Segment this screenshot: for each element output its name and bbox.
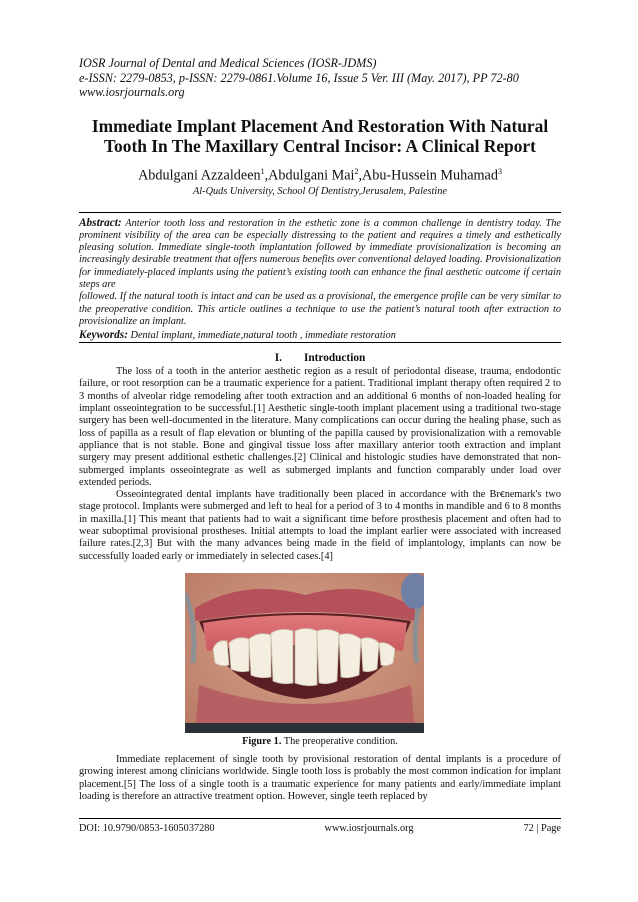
page-footer <box>79 818 561 834</box>
journal-name: IOSR Journal of Dental and Medical Sciences (IOSR-JDMS) <box>79 56 377 70</box>
page-content <box>79 56 561 563</box>
section-heading <box>79 352 561 364</box>
footer-website[interactable]: www.iosrjournals.org <box>324 823 414 834</box>
footer-page-number: 72 | Page <box>523 823 561 834</box>
authors <box>79 167 561 185</box>
affiliation: Al-Quds University, School Of Dentistry,Jerusalem, Palestine <box>193 185 447 197</box>
author-3: ,Abu-Hussein Muhamad <box>358 167 498 184</box>
keywords-label: Keywords: <box>79 329 128 342</box>
keywords-bottom-rule <box>79 342 561 343</box>
journal-issn: e-ISSN: 2279-0853, p-ISSN: 2279-0861.Volume 16, Issue 5 Ver. III (May. 2017), PP 72-80 <box>79 70 519 85</box>
abstract <box>79 217 561 329</box>
figure-1-label: Figure 1. <box>242 736 282 747</box>
author-1: Abdulgani Azzaldeen <box>138 167 261 184</box>
keywords <box>79 329 561 341</box>
figure-1-caption-text: The preoperative condition. <box>281 736 398 747</box>
abstract-text-1: Anterior tooth loss and restoration in the esthetic zone is a common challenge in dentistry today. The prominent visibility of the area can be especially distressing to the patient and requires a timely and esthetically pleasing solution. Immediate single-tooth implantation followed by immediate provisionalization is becoming an increasingly desirable treatment that offers numerous benefits over conventional delayed loading. Provisionalization for immediately-placed implants using the patient’s existing tooth can enhance the final aesthetic outcome if certain steps are <box>79 217 561 290</box>
title-line-1: Immediate Implant Placement And Restoration With Natural <box>91 115 549 136</box>
figure-1-caption <box>79 736 561 747</box>
footer-doi: DOI: 10.9790/0853-1605037280 <box>79 823 215 834</box>
journal-website[interactable]: www.iosrjournals.org <box>79 85 185 100</box>
body-paragraph-2: Osseointegrated dental implants have traditionally been placed in accordance with the Brꞓnemark's two stage protocol. Implants were submerged and left to heal for a period of 3 to 4 months in mandible and 6 to 8 months in maxilla.[1] This meant that patients had to wait a significant time before prosthesis placement and often had to wear suboptimal provisional prostheses. Initial attempts to load the implant earlier were associated with increased failure rates.[2,3] But with the many advances being made in the field of implantology, implants can now be successfully loaded early or immediately in selected cases.[4] <box>79 489 561 562</box>
author-2: ,Abdulgani Mai <box>264 167 355 184</box>
smile-photo-image <box>185 573 424 733</box>
section-title: Introduction <box>303 352 366 365</box>
keywords-text: Dental implant, immediate,natural tooth , immediate restoration <box>127 330 396 342</box>
author-3-affil: 3 <box>497 166 502 176</box>
author-2-affil: 2 <box>354 166 359 176</box>
section-number: I. <box>274 352 282 365</box>
abstract-top-rule <box>79 212 561 213</box>
author-1-affil: 1 <box>260 166 265 176</box>
body-paragraph-3: Immediate replacement of single tooth by provisional restoration of dental implants is a procedure of growing interest among clinicians worldwide. Single tooth loss is probably the most common indication for implant placement.[5] The loss of a single tooth is a traumatic experience for many patients and early/immediate implant loading is therefore an attractive treatment option. However, single teeth replaced by <box>79 754 561 802</box>
abstract-text-2: followed. If the natural tooth is intact and can be used as a provisional, the emergence profile can be very similar to the preoperative condition. This article outlines a technique to use the patient’s natural tooth after extraction to provisionalize an implant. <box>79 291 561 327</box>
figure-1-photo <box>185 573 424 733</box>
paper-title <box>79 116 561 156</box>
abstract-label: Abstract: <box>79 216 122 229</box>
title-line-2: Tooth In The Maxillary Central Incisor: A Clinical Report <box>104 135 536 156</box>
body-paragraph-1: The loss of a tooth in the anterior aesthetic region as a result of periodontal disease, trauma, endodontic failure, or root resorption can be a traumatic experience for a patient. Traditional implant therapy often required 2 to 3 months of alveolar ridge remodeling after tooth extraction and an additional 6 months of non-loaded healing for implant osseointegration to be successful.[1] Aesthetic single-tooth implant placement using a traditional two-stage surgery has been well-documented in the literature. Many complications can occur during the healing phase, such as loss of papilla as a result of flap elevation or blunting of the papilla caused by provisionalization with a removable appliance that is not stable. Bone and gingival tissue loss after maxillary anterior tooth extraction and implant surgery may present additional esthetic challenges.[2] Clinical and histologic studies have demonstrated that non-submerged implants osseointegrate as well as submerged implants and function comparably under load over extended periods. <box>79 366 561 488</box>
